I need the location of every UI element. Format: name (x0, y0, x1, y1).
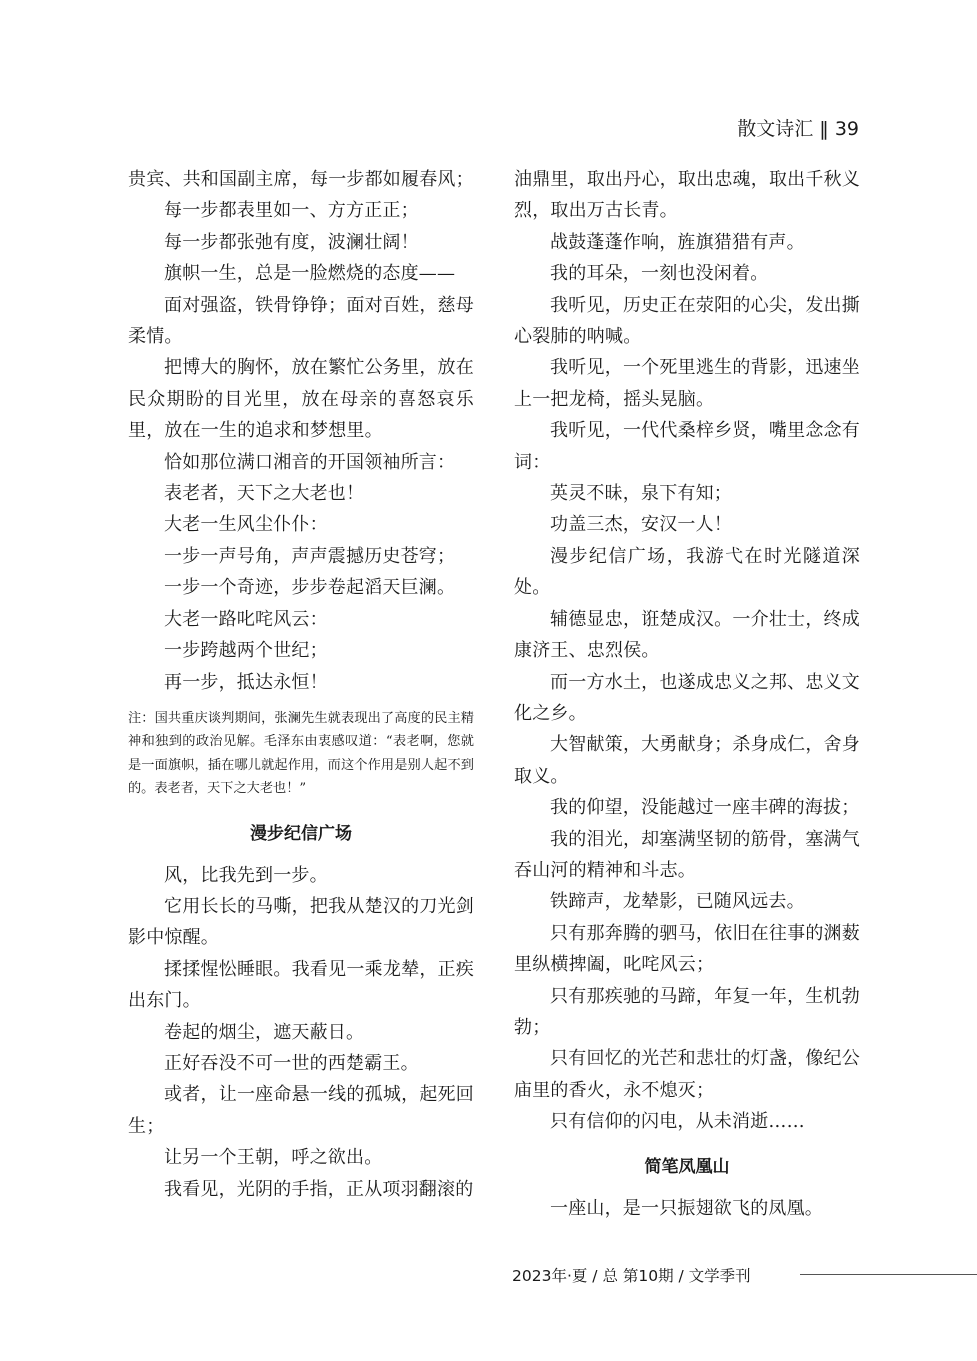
paragraph: 我看见，光阴的手指，正从项羽翻滚的 (164, 1178, 474, 1200)
paragraph: 卷起的烟尘，遮天蔽日。 (164, 1021, 365, 1043)
paragraph: 而一方水土，也遂成忠义之邦、忠义文化之乡。 (514, 671, 860, 724)
paragraph: 只有回忆的光芒和悲壮的灯盏，像纪公庙里的香火，永不熄灭； (514, 1048, 860, 1101)
right-paragraphs-b (514, 1193, 860, 1224)
paragraph: 恰如那位满口湘音的开国领袖所言： (164, 451, 456, 473)
paragraph: 一步一声号角，声声震撼历史苍穹； (164, 545, 456, 567)
paragraph: 大智献策，大勇献身；杀身成仁，舍身取义。 (514, 734, 860, 787)
paragraph: 大老一生风尘仆仆： (164, 514, 328, 536)
paragraph: 它用长长的马嘶，把我从楚汉的刀光剑影中惊醒。 (128, 895, 474, 949)
paragraph: 或者，让一座命悬一线的孤城，起死回生； (128, 1084, 474, 1137)
page-footer: 2023年·夏 / 总 第10期 / 文学季刊 (512, 1267, 751, 1285)
paragraph: 我听见，一代代桑梓乡贤，嘴里念念有词： (514, 420, 860, 473)
left-paragraphs-b (128, 860, 474, 1205)
paragraph: 大老一路叱咤风云： (164, 608, 328, 630)
paragraph: 面对强盗，铁骨铮铮；面对百姓，慈母柔情。 (128, 294, 474, 348)
paragraph: 一步一个奇迹，步步卷起滔天巨澜。 (164, 577, 456, 599)
paragraph: 只有那疾驰的马蹄，年复一年，生机勃勃； (514, 985, 860, 1038)
paragraph: 漫步纪信广场，我游弋在时光隧道深处。 (514, 545, 860, 599)
section-title-jixin-square: 漫步纪信广场 (250, 823, 352, 844)
paragraph: 风，比我先到一步。 (164, 864, 328, 886)
footer-rule (800, 1274, 977, 1275)
paragraph: 只有信仰的闪电，从未消逝…… (550, 1111, 805, 1133)
paragraph: 我听见，一个死里逃生的背影，迅速坐上一把龙椅，摇头晃脑。 (514, 357, 860, 410)
paragraph: 功盖三杰，安汉一人！ (550, 514, 732, 536)
paragraph: 每一步都表里如一、方方正正； (164, 200, 419, 222)
right-paragraphs-a (514, 164, 860, 1138)
paragraph: 每一步都张弛有度，波澜壮阔！ (164, 231, 419, 253)
paragraph: 我的耳朵，一刻也没闲着。 (550, 263, 769, 285)
paragraph: 贵宾、共和国副主席，每一步都如履春风； (128, 169, 474, 190)
paragraph: 再一步，抵达永恒！ (164, 671, 328, 693)
paragraph: 油鼎里，取出丹心，取出忠魂，取出千秋义烈，取出万古长青。 (514, 169, 860, 222)
footnote: 注：国共重庆谈判期间，张澜先生就表现出了高度的民主精神和独到的政治见解。毛泽东由衷感叹道：“表老啊，您就是一面旗帜，插在哪儿就起作用，而这个作用是别人起不到的。表老者，天下之大老也！” (128, 710, 474, 797)
paragraph: 战鼓蓬蓬作响，旌旗猎猎有声。 (550, 231, 805, 253)
paragraph: 只有那奔腾的驷马，依旧在往事的渊薮里纵横捭阖，叱咤风云； (514, 922, 860, 976)
paragraph: 旗帜一生，总是一脸燃烧的态度—— (164, 263, 456, 285)
paragraph: 把博大的胸怀，放在繁忙公务里，放在民众期盼的目光里，放在母亲的喜怒哀乐里，放在一生的追求和梦想里。 (128, 357, 474, 442)
paragraph: 一步跨越两个世纪； (164, 640, 328, 662)
paragraph: 揉揉惺忪睡眼。我看见一乘龙辇，正疾出东门。 (128, 958, 474, 1012)
running-header: 散文诗汇 ‖ 39 (737, 118, 859, 140)
paragraph: 我的仰望，没能越过一座丰碑的海拔； (550, 797, 860, 819)
paragraph: 表老者，天下之大老也！ (164, 483, 365, 505)
paragraph: 一座山，是一只振翅欲飞的凤凰。 (550, 1197, 823, 1219)
paragraph: 我的泪光，却塞满坚韧的筋骨，塞满气吞山河的精神和斗志。 (514, 828, 860, 881)
paragraph: 正好吞没不可一世的西楚霸王。 (164, 1052, 419, 1074)
paragraph: 我听见，历史正在荥阳的心尖，发出撕心裂肺的呐喊。 (514, 294, 860, 348)
right-column (514, 164, 860, 1224)
paragraph: 让另一个王朝，呼之欲出。 (164, 1147, 383, 1169)
section-title-phoenix-mountain: 简笔凤凰山 (644, 1156, 730, 1177)
left-paragraphs-a (128, 164, 474, 698)
paragraph: 铁蹄声，龙辇影，已随风远去。 (550, 891, 805, 913)
left-column (128, 164, 474, 1205)
paragraph: 辅德显忠，诳楚成汉。一介壮士，终成康济王、忠烈侯。 (514, 608, 860, 662)
paragraph: 英灵不昧，泉下有知； (550, 483, 732, 505)
